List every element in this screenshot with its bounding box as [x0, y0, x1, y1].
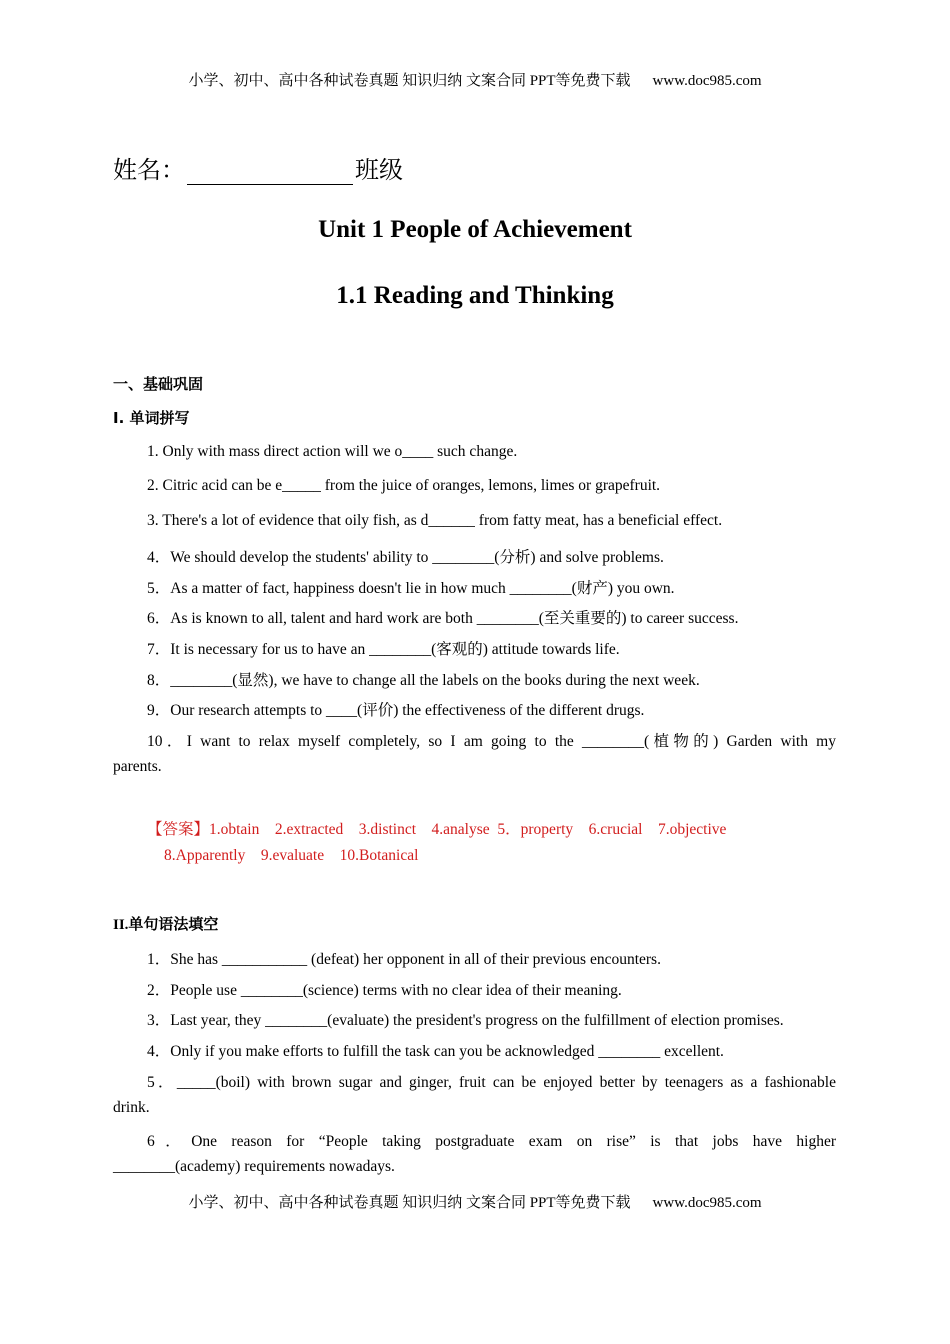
grammar-item-6-cont: ________(academy) requirements nowadays. [113, 1158, 395, 1175]
spelling-item-6: 6．As is known to all, talent and hard work are both ________(至关重要的) to career success. [147, 610, 739, 627]
grammar-item-4: 4．Only if you make efforts to fulfill the task can you be acknowledged ________ excellent. [147, 1043, 724, 1060]
grammar-item-1: 1．She has ___________ (defeat) her opponent in all of their previous encounters. [147, 951, 661, 968]
part-grammar-heading: II.单句语法填空 [113, 917, 219, 933]
spelling-item-10-cont: parents. [113, 758, 162, 775]
answer-line-1: 【答案】1.obtain 2.extracted 3.distinct 4.analyse 5．property 6.crucial 7.objective [147, 821, 727, 838]
spelling-item-4: 4．We should develop the students' ability to ________(分析) and solve problems. [147, 549, 664, 566]
grammar-item-3: 3．Last year, they ________(evaluate) the president's progress on the fulfillment of election promises. [147, 1012, 784, 1029]
section-basic: 一、基础巩固 [113, 375, 204, 393]
class-label: 班级 [355, 156, 403, 184]
header-text: 小学、初中、高中各种试卷真题 知识归纳 文案合同 PPT等免费下载 [188, 73, 631, 89]
name-class-line [113, 150, 403, 185]
spelling-item-1: 1. Only with mass direct action will we o____ such change. [147, 443, 518, 460]
grammar-item-5: 5．_____(boil) with brown sugar and ginger, fruit can be enjoyed better by teenagers as a fashionable [147, 1074, 836, 1091]
page-header [0, 69, 950, 90]
answer-line-2: 8.Apparently 9.evaluate 10.Botanical [164, 847, 419, 864]
lesson-subtitle: 1.1 Reading and Thinking [336, 282, 614, 309]
grammar-item-5-cont: drink. [113, 1099, 150, 1116]
spelling-item-5: 5．As a matter of fact, happiness doesn't lie in how much ________(财产) you own. [147, 580, 675, 597]
footer-site: www.doc985.com [652, 1195, 762, 1211]
spelling-item-10: 10．I want to relax myself completely, so I am going to the ________(植物的) Garden with my [147, 733, 836, 750]
name-label: 姓名： [113, 156, 185, 184]
name-blank [187, 158, 353, 185]
spelling-item-9: 9．Our research attempts to ____(评价) the effectiveness of the different drugs. [147, 702, 645, 719]
part-spelling-heading: I. 单词拼写 [113, 409, 190, 427]
spelling-item-7: 7．It is necessary for us to have an ________(客观的) attitude towards life. [147, 641, 620, 658]
page-footer [0, 1191, 950, 1212]
unit-title: Unit 1 People of Achievement [318, 216, 632, 243]
grammar-item-6: 6．One reason for “People taking postgraduate exam on rise” is that jobs have higher [147, 1133, 836, 1150]
spelling-item-3: 3. There's a lot of evidence that oily fish, as d______ from fatty meat, has a beneficial effect. [147, 512, 723, 529]
footer-text: 小学、初中、高中各种试卷真题 知识归纳 文案合同 PPT等免费下载 [188, 1195, 631, 1211]
spelling-item-2: 2. Citric acid can be e_____ from the juice of oranges, lemons, limes or grapefruit. [147, 477, 661, 494]
spelling-item-8: 8．________(显然), we have to change all the labels on the books during the next week. [147, 672, 700, 689]
header-site: www.doc985.com [652, 73, 762, 89]
grammar-item-2: 2．People use ________(science) terms with no clear idea of their meaning. [147, 982, 622, 999]
